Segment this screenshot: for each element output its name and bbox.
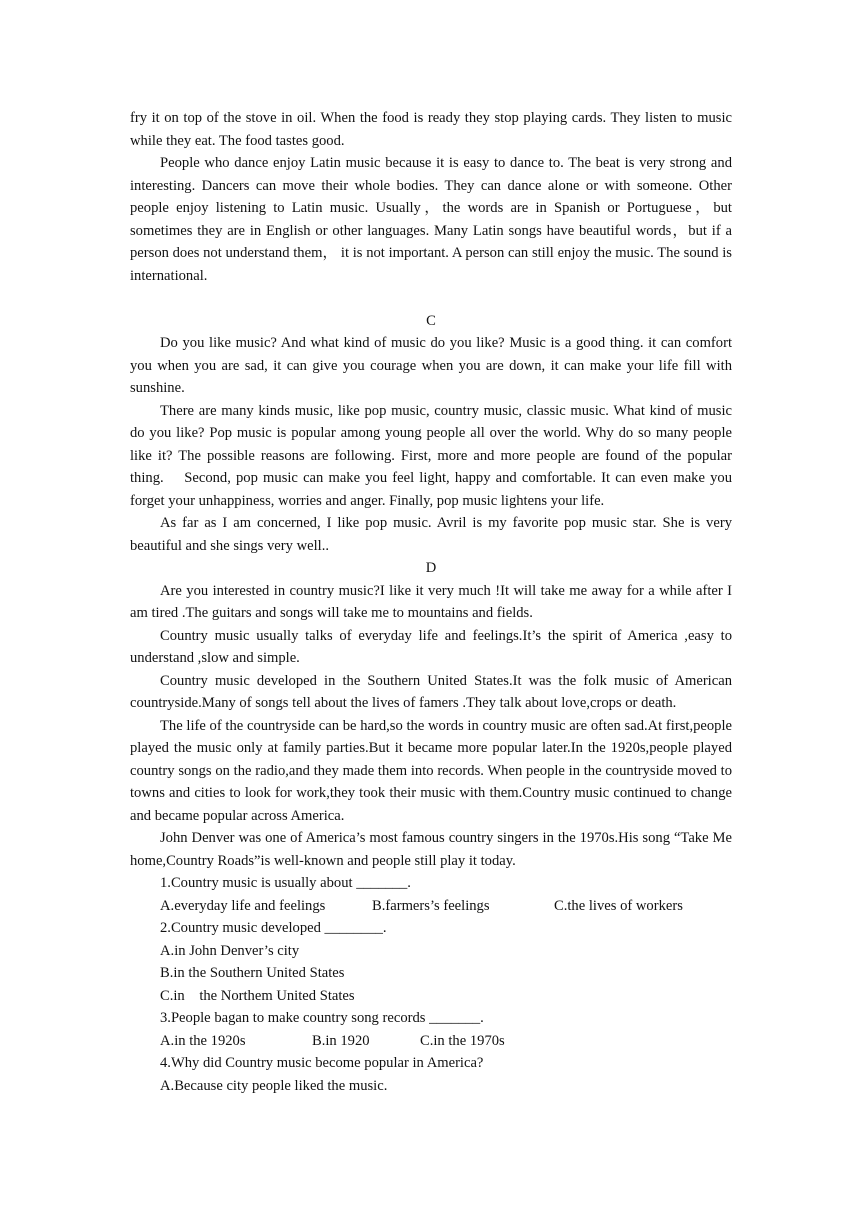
passage-b-paragraph-1: fry it on top of the stove in oil. When the food is ready they stop playing cards. They listen to music while they eat. The food tastes good. xyxy=(130,110,732,149)
question-2-option-b: B.in the Southern United States xyxy=(160,965,345,981)
question-4: 4.Why did Country music become popular in America? xyxy=(160,1055,484,1071)
question-3-options xyxy=(130,1030,732,1053)
question-1-option-a: A.everyday life and feelings xyxy=(160,897,326,914)
passage-d-paragraph-1: Are you interested in country music?I like it very much !It will take me away for a while after I am tired .The guitars and songs will take me to mountains and fields. xyxy=(130,582,732,621)
question-3-option-a: A.in the 1920s xyxy=(160,1032,246,1049)
question-4-option-a: A.Because city people liked the music. xyxy=(160,1077,388,1094)
document-page xyxy=(130,107,732,1097)
passage-d-paragraph-4: The life of the countryside can be hard,so the words in country music are often sad.At first,people played the music only at family parties.But it became more popular later.In the 1920s,people played country songs on the radio,and they made them into records. When people in the countryside moved to towns and cities to look for work,they took their music with them.Country music continued to change and became popular across America. xyxy=(130,717,732,824)
question-1-option-b: B.farmers’s feelings xyxy=(372,897,490,914)
passage-c-paragraph-3: As far as I am concerned, I like pop music. Avril is my favorite pop music star. She is very beautiful and she sings very well.. xyxy=(130,515,732,554)
question-2-option-c: C.in the Northem United States xyxy=(160,987,355,1004)
passage-d-heading: D xyxy=(425,560,437,576)
passage-c-paragraph-2: There are many kinds music, like pop music, country music, classic music. What kind of music do you like? Pop music is popular among young people all over the world. Why do so many people like it? The possible reasons are following. First, more and more people are found of the popular thing. Second, pop music can make you feel light, happy and comfortable. It can even make you forget your unhappiness, worries and anger. Finally, pop music lightens your life. xyxy=(130,402,732,509)
passage-c-heading: C xyxy=(426,312,436,329)
question-2-option-a: A.in John Denver’s city xyxy=(160,942,300,959)
passage-c-paragraph-1: Do you like music? And what kind of music do you like? Music is a good thing. it can comfort you when you are sad, it can give you courage when you are down, it can make your life fill with sunshine. xyxy=(130,335,732,396)
question-2: 2.Country music developed ________. xyxy=(160,920,387,936)
section-spacer xyxy=(130,287,732,310)
question-1-options xyxy=(130,895,732,918)
question-1: 1.Country music is usually about _______. xyxy=(160,875,411,891)
passage-b-paragraph-2: People who dance enjoy Latin music because it is easy to dance to. The beat is very strong and interesting. Dancers can move their whole bodies. They can dance alone or with someone. Other people enjoy listening to Latin music. Usually，the words are in Spanish or Portuguese，but sometimes they are in English or other languages. Many Latin songs have beautiful words，but if a person does not understand them， it is not important. A person can still enjoy the music. The sound is international. xyxy=(130,155,732,284)
question-3-option-c: C.in the 1970s xyxy=(420,1032,505,1049)
passage-d-paragraph-5: John Denver was one of America’s most famous country singers in the 1970s.His song “Take Me home,Country Roads”is well-known and people still play it today. xyxy=(130,830,732,869)
question-1-option-c: C.the lives of workers xyxy=(554,897,683,914)
passage-d-paragraph-2: Country music usually talks of everyday life and feelings.It’s the spirit of America ,easy to understand ,slow and simple. xyxy=(130,627,732,666)
question-3: 3.People bagan to make country song records _______. xyxy=(160,1010,484,1026)
question-3-option-b: B.in 1920 xyxy=(312,1032,370,1049)
passage-d-paragraph-3: Country music developed in the Southern United States.It was the folk music of American countryside.Many of songs tell about the lives of famers .They talk about love,crops or death. xyxy=(130,672,732,711)
